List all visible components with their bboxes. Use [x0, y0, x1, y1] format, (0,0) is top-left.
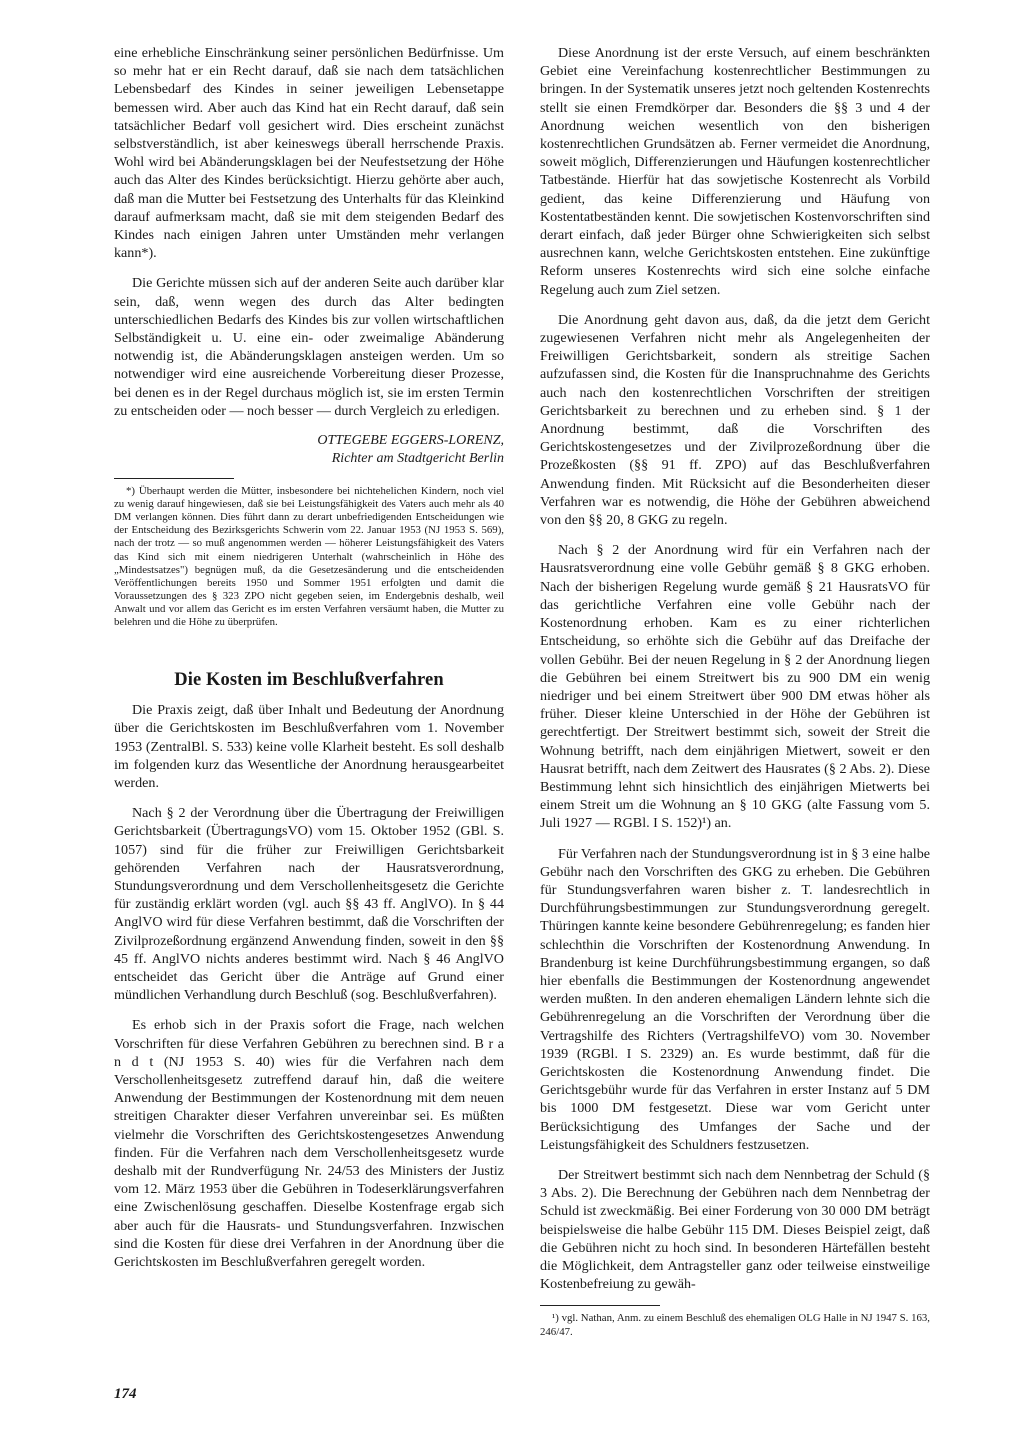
page-number: 174 — [114, 1386, 137, 1402]
footnote-divider — [114, 478, 234, 479]
section-heading: Die Kosten im Beschlußverfahren — [174, 670, 444, 691]
body-paragraph: Nach § 2 der Anordnung wird für ein Verfahren nach der Hausratsverordnung eine volle Gebühr gemäß § 8 GKG erhoben. Nach der bisherigen Regelung wurde gemäß § 21 HausratsVO für das gerichtliche Verfahren eine volle Gebühr nach der Kostenordnung erhoben. Kam es zu einer richterlichen Entscheidung, so erhöhte sich die Gebühr auf das Dreifache der vollen Gebühr. Bei der neuen Regelung in § 2 der Anordnung liegen die Gebühren bei einem Streitwert bis zu 900 DM ein wenig niedriger und bei einem Streitwert über 900 DM etwas höher als früher. Dieser kleine Unterschied in der Höhe der Gebühren ist gerechtfertigt. Der Streitwert bestimmt sich, soweit der Streit die Wohnung betrifft, nach dem einjährigen Mietwert, soweit er den Hausrat betrifft, nach dem Zeitwert des Hausrates (§ 2 Abs. 2). Diese Bestimmung lehnt sich hinsichtlich des einjährigen Mietwerts bei einem Streit um die Wohnung an § 10 GKG (alte Fassung vom 5. Juli 1927 — RGBl. I S. 152)¹) an. — [540, 542, 930, 832]
body-paragraph: Nach § 2 der Verordnung über die Übertragung der Freiwilligen Gerichtsbarkeit (ÜbertragungsVO) vom 15. Oktober 1952 (GBl. S. 1057) sind für die früher zur Freiwilligen Gerichtsbarkeit gehörenden Verfahren nach der Hausratsverordnung, Stundungsverordnung und dem Verschollenheitsgesetz die Gerichte für zuständig erklärt worden (vgl. auch §§ 43 ff. AnglVO). In § 44 AnglVO wird für diese Verfahren bestimmt, daß die Vorschriften der Zivilprozeßordnung ergänzend Anwendung finden, soweit in den §§ 45 ff. AnglVO nichts anderes bestimmt wird. Nach § 46 AnglVO entscheidet das Gericht über die Anträge auf Grund einer mündlichen Verhandlung durch Beschluß (sog. Beschlußverfahren). — [114, 805, 504, 1004]
body-paragraph: Die Gerichte müssen sich auf der anderen Seite auch darüber klar sein, daß, wenn wegen des durch das Alter bedingten unterschiedlichen Bedarfs des Kindes bis zur vollen wirtschaftlichen Selbständigkeit u. U. eine ein- oder zweimalige Abänderung notwendig ist, die Abänderungsklagen ansteigen werden. Um so notwendiger wird eine ausreichende Vorbereitung dieser Prozesse, bei denen es in der Regel durchaus möglich ist, sie im ersten Termin zu entscheiden oder — noch besser — durch Vergleich zu erledigen. — [114, 275, 504, 419]
body-paragraph: Diese Anordnung ist der erste Versuch, auf einem beschränkten Gebiet eine Vereinfachung kostenrechtlicher Bestimmungen zu bringen. In der Systematik unseres jetzt noch geltenden Kostenrechts stellt sie einen Fremdkörper dar. Besonders die §§ 3 und 4 der Anordnung weichen wesentlich von den bisherigen kostenrechtlichen Grundsätzen ab. Ferner vermeidet die Anordnung, soweit möglich, Differenzierungen und Häufungen kostenrechtlicher Tatbestände. Hierfür hat das sowjetische Kostenrecht als Vorbild gedient, das keine Differenzierung und Häufung von Kostentatbeständen kennt. Die sowjetischen Kostenvorschriften sind derart einfach, daß jeder Bürger ohne Schwierigkeiten sich selbst ausrechnen kann, welche Gerichtskosten entstehen. Eine zukünftige Reform unseres Kostenrechts wird sich eine solche einfache Regelung auch zum Ziel setzen. — [540, 45, 930, 298]
body-paragraph: Die Praxis zeigt, daß über Inhalt und Bedeutung der Anordnung über die Gerichtskosten im Beschlußverfahren vom 1. November 1953 (ZentralBl. S. 533) keine volle Klarheit besteht. Es soll deshalb im folgenden kurz das Wesentliche der Anordnung herausgearbeitet werden. — [114, 702, 504, 791]
body-paragraph: Für Verfahren nach der Stundungsverordnung ist in § 3 eine halbe Gebühr nach den Vorschriften des GKG zu erheben. Die Gebühren für Stundungsverfahren waren bisher z. T. landesrechtlich in Durchführungsbestimmungen zur Stundungsverordnung geregelt. Thüringen kannte keine besondere Gebührenregelung; es fanden hier schlechthin die Vorschriften der Kostenordnung Anwendung. In Brandenburg ist keine Durchführungsbestimmung ergangen, so daß hier ebenfalls die Bestimmungen der Kostenordnung angewendet werden mußten. In den anderen ehemaligen Ländern lehnte sich die Gebührenregelung an die Vorschriften der Verordnung über die Vertragshilfe des Richters (VertragshilfeVO) vom 30. November 1939 (RGBl. I S. 2329) an. Es wurde bestimmt, daß für die Gerichtskosten die Kostenordnung Anwendung findet. Die Gerichtsgebühr wurde für das Verfahren in erster Instanz auf 5 DM bis 1000 DM festgesetzt. Diese war vom Gericht unter Berücksichtigung des Umfanges der Sache und der Leistungsfähigkeit des Schuldners festzusetzen. — [540, 845, 930, 1153]
body-paragraph: Die Anordnung geht davon aus, daß, da die jetzt dem Gericht zugewiesenen Verfahren nicht mehr als Angelegenheiten der Freiwilligen Gerichtsbarkeit, sondern als streitige Sachen aufzufassen sind, die Kosten für die Inanspruchnahme des Gerichts auch nach den kostenrechtlichen Vorschriften der streitigen Gerichtsbarkeit zu berechnen und zu erheben sind. § 1 der Anordnung bestimmt, daß die Vorschriften des Gerichtskostengesetzes und der Zivilprozeßordnung über die Prozeßkosten (§§ 91 ff. ZPO) auf das Beschlußverfahren Anwendung finden. Mit Rücksicht auf die Besonderheiten dieser Verfahren war es notwendig, die Höhe der Gebühren abweichend von den §§ 20, 8 GKG zu regeln. — [540, 311, 930, 529]
footnote: *) Überhaupt werden die Mütter, insbesondere bei nichtehelichen Kindern, noch viel zu wenig darauf hingewiesen, daß sie bei Leistungsfähigkeit des Vaters auch mehr als 40 DM verlangen können. Dies führt dann zu derart unbefriedigenden Entscheidungen wie der Entscheidung des Bezirksgerichts Schwerin vom 22. Januar 1953 (NJ 1953 S. 569), nach der trotz — so muß angenommen werden — höherer Leistungsfähigkeit des Vaters das Kind sich mit einem niedrigeren Unterhalt (wahrscheinlich in Höhe des „Mindestsatzes") begnügen muß, da die Gesetzesänderung und die entscheidenden Veröffentlichungen bereits 1950 und Sommer 1951 erfolgten und damit die Voraussetzungen des § 323 ZPO nicht gegeben seien, im Endergebnis deshalb, weil Anwalt und vor allem das Gericht es im ersten Verfahren versäumt haben, die Mutter zu belehren und die Höhe zu überprüfen. — [114, 485, 504, 628]
body-paragraph: Es erhob sich in der Praxis sofort die Frage, nach welchen Vorschriften für diese Verfahren Gebühren zu berechnen sind. B r a n d t (NJ 1953 S. 40) wies für die Verfahren nach dem Verschollenheitsgesetz zutreffend darauf hin, daß die weitere Anwendung der Bestimmungen der Kostenordnung mit dem neuen streitigen Charakter dieser Verfahren unvereinbar sei. Es müßten vielmehr die Vorschriften des Gerichtskostengesetzes Anwendung finden. Für die Verfahren nach dem Verschollenheitsgesetz wurde deshalb mit der Rundverfügung Nr. 24/53 des Ministers der Justiz vom 12. März 1953 über die Gebühren in Todeserklärungsverfahren eine Zwischenlösung geschaffen. Dieselbe Kostenfrage ergab sich aber auch für die Hausrats- und Stundungsverfahren. Inzwischen sind die Kosten für diese drei Verfahren in der Anordnung über die Gerichtskosten im Beschlußverfahren geregelt worden. — [114, 1017, 504, 1270]
footnote-divider — [540, 1305, 660, 1306]
author-title: Richter am Stadtgericht Berlin — [331, 451, 504, 467]
author-name: OTTEGEBE EGGERS-LORENZ, — [317, 433, 504, 449]
body-paragraph: eine erhebliche Einschränkung seiner persönlichen Bedürfnisse. Um so mehr hat er ein Recht darauf, daß sie nach dem tatsächlichen Lebensbedarf des Kindes in seiner jeweiligen Lebensetappe bemessen wird. Aber auch das Kind hat ein Recht darauf, daß sein tatsächlicher Bedarf voll gesichert wird. Dies erscheint zunächst selbstverständlich, ist aber keineswegs überall herrschende Praxis. Wohl wird bei Abänderungsklagen bei der Neufestsetzung der Höhe auch das Alter des Kindes berücksichtigt. Hierzu gehörte aber auch, daß man die Mutter bei Festsetzung des Unterhalts für das Kleinkind darauf aufmerksam macht, daß sie mit dem steigenden Bedarf des Kindes nach einigen Jahren unter Umständen mehr verlangen kann*). — [114, 45, 504, 262]
left-column — [114, 44, 504, 1283]
author-signature — [114, 432, 504, 468]
body-paragraph: Der Streitwert bestimmt sich nach dem Nennbetrag der Schuld (§ 3 Abs. 2). Die Berechnung der Gebühren nach dem Nennbetrag der Schuld ist zweckmäßig. Bei einer Forderung von 30 000 DM beträgt beispielsweise die halbe Gebühr 115 DM. Dieses Beispiel zeigt, daß die Gebühren nicht zu hoch sind. In besonderen Härtefällen besteht die Möglichkeit, dem Antragsteller ganz oder teilweise einstweilige Kostenbefreiung zu gewäh- — [540, 1166, 930, 1293]
right-column — [540, 44, 930, 1345]
footnote: ¹) vgl. Nathan, Anm. zu einem Beschluß des ehemaligen OLG Halle in NJ 1947 S. 163, 246/47. — [540, 1312, 930, 1338]
